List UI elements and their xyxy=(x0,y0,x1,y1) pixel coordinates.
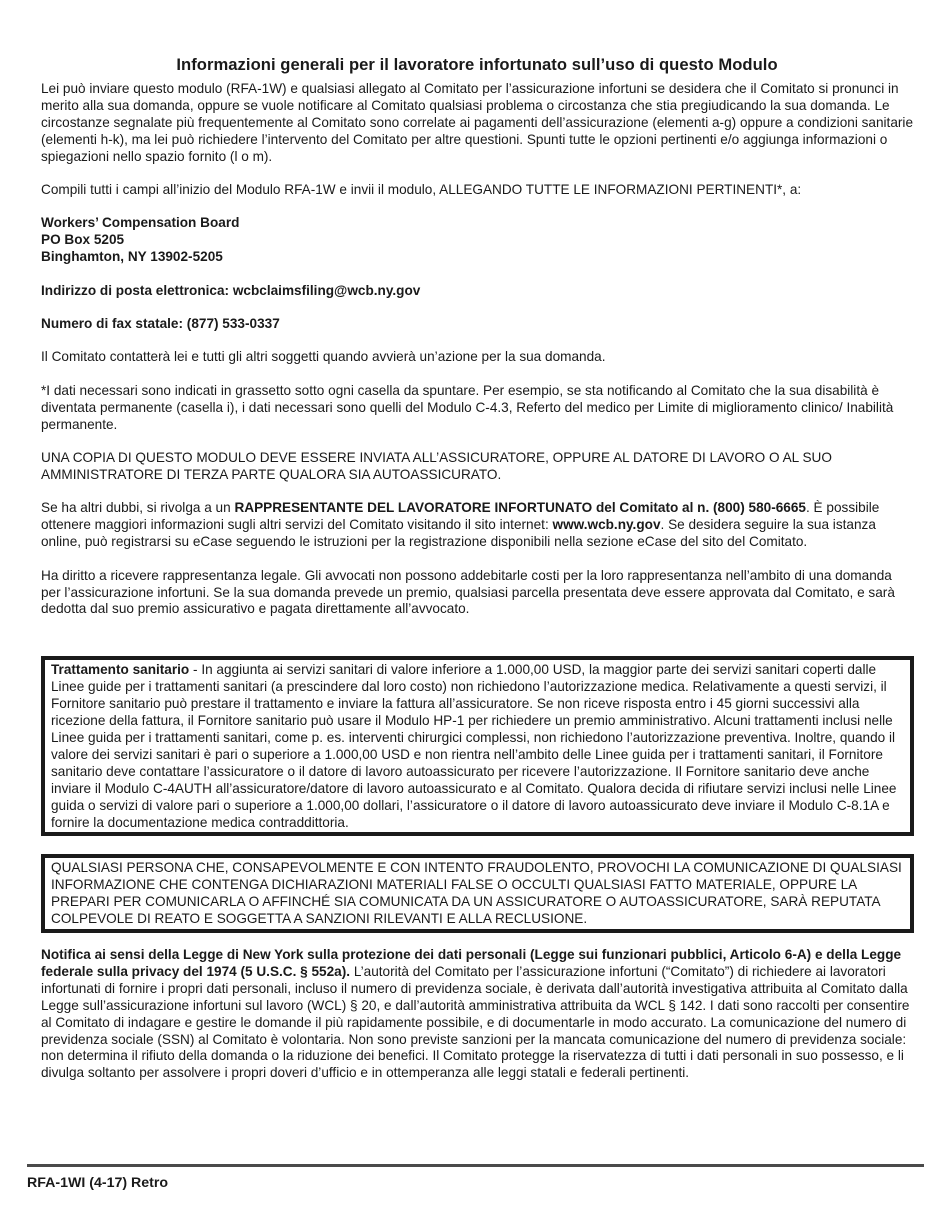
medical-box-heading: Trattamento sanitario xyxy=(51,662,190,678)
website-link[interactable]: www.wcb.ny.gov xyxy=(552,517,661,533)
help-paragraph xyxy=(41,500,913,551)
advocate-phone: RAPPRESENTANTE DEL LAVORATORE INFORTUNATO del Comitato al n. (800) 580-6665 xyxy=(234,500,806,516)
fax-line xyxy=(41,316,913,333)
fraud-warning-box xyxy=(41,854,914,933)
instructions-paragraph: Compili tutti i campi all’inizio del Modulo RFA-1W e invii il modulo, ALLEGANDO TUTTE LE INFORMAZIONI PERTINENTI*, a: xyxy=(41,182,802,198)
fraud-warning-text: QUALSIASI PERSONA CHE, CONSAPEVOLMENTE E CON INTENTO FRAUDOLENTO, PROVOCHI LA COMUNICAZIONE DI QUALSIASI INFORMAZIONE CHE CONTENGA DICHIARAZIONI MATERIALI FALSE O OCCULTI QUALSIASI FATTO MATERIALE, OPPURE LA PREPARI PER COMUNICARLA O AFFINCHÉ SIA COMUNICATA DA UN ASSICURATORE O AUTOASSICURATORE, SARÀ REPUTATA COLPEVOLE DI REATO E SOGGETTA A SANZIONI RILEVANTI E ALLA RECLUSIONE. xyxy=(51,860,902,927)
privacy-notice xyxy=(41,947,913,1082)
contact-note: Il Comitato contatterà lei e tutti gli altri soggetti quando avvierà un’azione per la sua domanda. xyxy=(41,349,606,365)
copy-notice: UNA COPIA DI QUESTO MODULO DEVE ESSERE INVIATA ALL’ASSICURATORE, OPPURE AL DATORE DI LAVORO O AL SUO AMMINISTRATORE DI TERZA PARTE QUALORA SIA AUTOASSICURATO. xyxy=(41,450,832,482)
form-id-footer: RFA-1WI (4-17) Retro xyxy=(27,1175,169,1191)
address-line-2: PO Box 5205 xyxy=(41,232,125,248)
help-suffix: . Se desidera seguire la sua istanza online, può registrarsi su eCase seguendo le istruzioni per la registrazione disponibili nella sezione eCase del sito del Comitato. xyxy=(41,517,876,550)
page-title: Informazioni generali per il lavoratore infortunato sull’uso di questo Modulo xyxy=(176,55,778,74)
legal-representation-paragraph: Ha diritto a ricevere rappresentanza legale. Gli avvocati non possono addebitarle costi per la loro rappresentanza nell’ambito di una domanda per l’assicurazione infortuni. Se la sua domanda prevede un premio, qualsiasi parcella presentata deve essere approvata dal Comitato, e sarà dedotta dal suo premio assicurativo e pagata direttamente all’avvocato. xyxy=(41,567,895,617)
document-body xyxy=(41,55,913,1099)
address-line-1: Workers’ Compensation Board xyxy=(41,215,240,231)
medical-box-body: - In aggiunta ai servizi sanitari di valore inferiore a 1.000,00 USD, la maggior parte dei servizi sanitari coperti dalle Linee guide per i trattamenti sanitari (a prescindere dal loro costo) non richiedono l’autorizzazione medica. Relativamente a questi servizi, il Fornitore sanitario può prestare il trattamento e inviare la fattura all’assicuratore. Se non riceve risposta entro i 45 giorni successivi alla ricezione della fattura, il Fornitore sanitario può usare il Modulo HP-1 per richiedere un premio amministrativo. Alcuni trattamenti inclusi nelle Linee guida per i trattamenti sanitari, come p. es. interventi chirurgici complessi, non richiedono l’autorizzazione preventiva. Inoltre, quando il valore dei servizi sanitari è pari o superiore a 1.000,00 USD e non rientra nell’ambito delle Linee guida per i trattamenti sanitari, il Fornitore sanitario deve contattare l’assicuratore o il datore di lavoro autoassicurato per ricevere l’autorizzazione. Il Fornitore sanitario deve anche inviare il Modulo C-4AUTH all’assicuratore/datore di lavoro autoassicurato e al Comitato. Qualora decida di rifiutare servizi inclusi nelle Linee guida o servizi di valore pari o superiore a 1.000,00 dollari, l’assicuratore o il datore di lavoro autoassicurato deve inviare il Modulo C-8.1A e fornire la documentazione medica contraddittoria. xyxy=(51,662,897,830)
privacy-heading: Notifica ai sensi della Legge di New York sulla protezione dei dati personali (Legge sui funzionari pubblici, Articolo 6-A) e della Legge federale sulla privacy del 1974 (5 U.S.C. § 552a). xyxy=(41,947,902,979)
privacy-body: L’autorità del Comitato per l’assicurazione infortuni (“Comitato”) di richiedere ai lavoratori infortunati di fornire i propri dati personali, incluso il numero di previdenza sociale, è derivata dall’autorità investigativa attribuita al Comitato dalla Legge sull’assicurazione infortuni sul lavoro (WCL) § 20, e dall’autorità amministrativa attribuita da WCL § 142. I dati sono raccolti per consentire al Comitato di indagare e gestire le domande il più rapidamente possibile, e di documentarle in modo accurato. La comunicazione del numero di previdenza sociale (SSN) al Comitato è volontaria. Non sono previste sanzioni per la mancata comunicazione del numero di previdenza sociale: non determina il rifiuto della domanda o la riduzione dei benefici. Il Comitato protegge la riservatezza di tutti i dati personali in suo possesso, e li divulga soltanto per assolvere i propri doveri d’ufficio e in ottemperanza alle leggi statali e federali pertinenti. xyxy=(41,963,910,1081)
intro-paragraph: Lei può inviare questo modulo (RFA-1W) e qualsiasi allegato al Comitato per l’assicurazione infortuni se desidera che il Comitato si pronunci in merito alla sua domanda, oppure se vuole notificare al Comitato qualsiasi problema o circostanza che stia pregiudicando la sua domanda. Le circostanze segnalate più frequentemente al Comitato sono correlate ai pagamenti dell’assicurazione (elementi a-g) oppure a condizioni sanitarie (elementi h-k), ma lei può richiedere l’intervento del Comitato per altre questioni. Spunti tutte le opzioni pertinenti e/o aggiunga informazioni o spiegazioni nello spazio fornito (l o m). xyxy=(41,81,914,164)
address-line-3: Binghamton, NY 13902-5205 xyxy=(41,249,223,265)
help-prefix: Se ha altri dubbi, si rivolga a un xyxy=(41,500,235,516)
required-data-note: *I dati necessari sono indicati in grassetto sotto ogni casella da spuntare. Per esempio, se sta notificando al Comitato che la sua disabilità è diventata permanente (casella i), i dati necessari sono quelli del Modulo C-4.3, Referto del medico per Limite di miglioramento clinico/ Inabilità permanente. xyxy=(41,382,894,432)
email-line xyxy=(41,283,913,300)
mailing-address xyxy=(41,215,913,266)
fax-text: Numero di fax statale: (877) 533-0337 xyxy=(41,316,280,332)
help-middle: . È possibile ottenere maggiori informazioni sugli altri servizi del Comitato visitando il sito internet: xyxy=(41,500,880,533)
medical-treatment-box xyxy=(41,656,914,836)
email-text: Indirizzo di posta elettronica: wcbclaimsfiling@wcb.ny.gov xyxy=(41,282,421,298)
footer-divider xyxy=(27,1164,924,1167)
